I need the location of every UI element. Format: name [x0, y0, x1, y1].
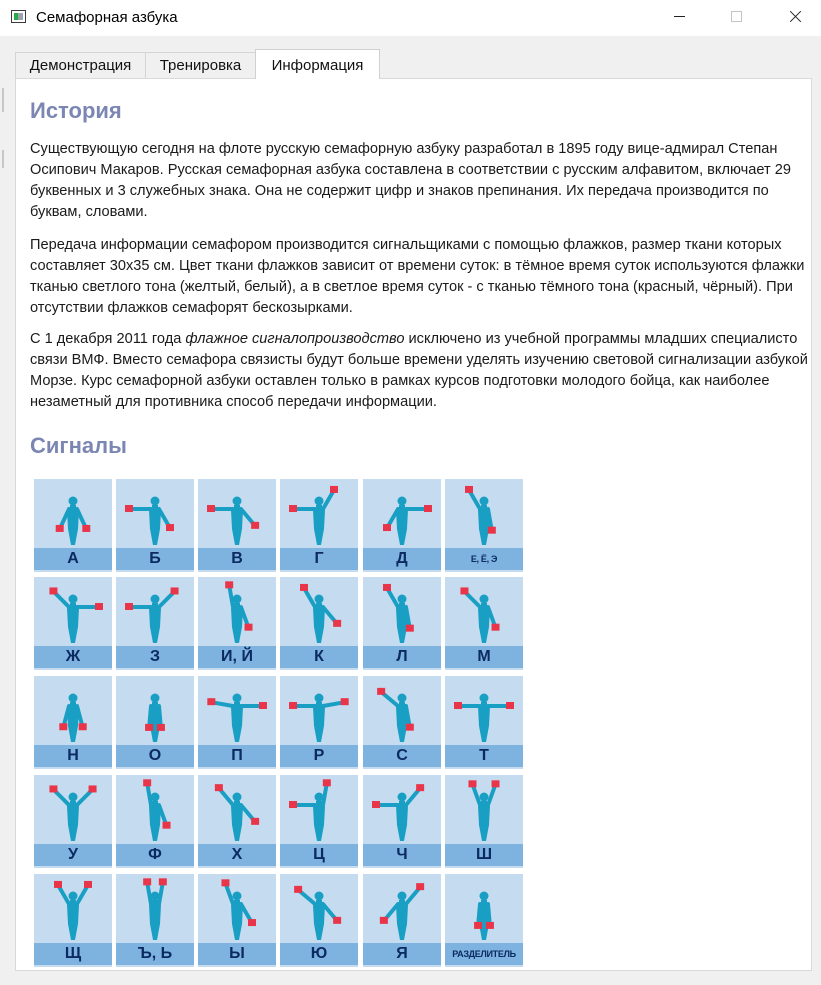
signal-label: Ц — [280, 844, 358, 866]
semaphore-figure-icon — [34, 479, 112, 547]
signal-card[interactable] — [34, 874, 112, 967]
semaphore-figure-icon — [116, 676, 194, 744]
semaphore-figure-icon — [198, 775, 276, 843]
signal-card[interactable] — [445, 479, 523, 572]
title-bar — [0, 0, 821, 36]
semaphore-figure-icon — [363, 775, 441, 843]
semaphore-figure-icon — [445, 577, 523, 645]
semaphore-figure-icon — [34, 775, 112, 843]
history-heading: История — [30, 98, 122, 123]
history-paragraph-2 — [30, 235, 804, 319]
signal-card[interactable] — [116, 479, 194, 572]
tab-training[interactable]: Тренировка — [145, 52, 256, 78]
signal-card[interactable] — [198, 874, 276, 967]
signal-label: Я — [363, 943, 441, 965]
semaphore-figure-icon — [198, 479, 276, 547]
signal-card[interactable] — [280, 775, 358, 868]
text-span: С 1 декабря 2011 года — [30, 331, 186, 347]
signal-label: Р — [280, 745, 358, 767]
signal-label: Е, Ё, Э — [445, 548, 523, 570]
signal-label: П — [198, 745, 276, 767]
text-line: связи ВМФ. Вместо семафора связисты будут больше времени уделять изучению световой сигнализации азбукой — [30, 352, 808, 368]
signal-label: В — [198, 548, 276, 570]
signal-card[interactable] — [116, 577, 194, 670]
signal-label: З — [116, 646, 194, 668]
info-panel — [15, 78, 812, 971]
signal-card[interactable] — [363, 874, 441, 967]
text-line: Осипович Макаров. Русская семафорная азбука составлена в соответствии с русским алфавитом, включает 29 — [30, 162, 791, 178]
signal-card[interactable] — [363, 775, 441, 868]
signal-label: О — [116, 745, 194, 767]
signal-card[interactable] — [34, 577, 112, 670]
semaphore-figure-icon — [198, 577, 276, 645]
tab-information[interactable]: Информация — [255, 49, 380, 79]
signal-label: К — [280, 646, 358, 668]
signal-card[interactable] — [280, 874, 358, 967]
text-line: буквам, словами. — [30, 204, 148, 220]
semaphore-figure-icon — [34, 577, 112, 645]
signal-label: Ш — [445, 844, 523, 866]
history-paragraph-3 — [30, 329, 808, 413]
semaphore-figure-icon — [363, 874, 441, 942]
signal-card[interactable] — [445, 874, 523, 967]
semaphore-figure-icon — [198, 874, 276, 942]
maximize-button[interactable] — [714, 0, 760, 32]
semaphore-figure-icon — [363, 577, 441, 645]
semaphore-figure-icon — [116, 775, 194, 843]
signal-card[interactable] — [34, 775, 112, 868]
tab-demonstration[interactable]: Демонстрация — [15, 52, 146, 78]
signal-card[interactable] — [280, 479, 358, 572]
app-icon — [11, 10, 26, 23]
window-edge-mark — [2, 88, 4, 112]
semaphore-figure-icon — [116, 874, 194, 942]
signal-label: Д — [363, 548, 441, 570]
signal-card[interactable] — [198, 479, 276, 572]
signal-card[interactable] — [198, 775, 276, 868]
signal-card[interactable] — [116, 676, 194, 769]
semaphore-figure-icon — [363, 676, 441, 744]
signal-label: Ф — [116, 844, 194, 866]
semaphore-figure-icon — [445, 479, 523, 547]
signal-card[interactable] — [198, 577, 276, 670]
text-line: буквенных и 3 служебных знака. Она не содержит цифр и знаков препинания. Их передача производится по — [30, 183, 769, 199]
signal-label: У — [34, 844, 112, 866]
signal-label: Щ — [34, 943, 112, 965]
signal-card[interactable] — [363, 577, 441, 670]
signal-card[interactable] — [445, 577, 523, 670]
semaphore-figure-icon — [116, 577, 194, 645]
signal-label: М — [445, 646, 523, 668]
semaphore-figure-icon — [445, 676, 523, 744]
signal-label: Ч — [363, 844, 441, 866]
minimize-button[interactable] — [656, 0, 702, 32]
text-line — [30, 329, 808, 350]
signals-heading: Сигналы — [30, 433, 127, 458]
signal-card[interactable] — [445, 775, 523, 868]
signal-card[interactable] — [280, 676, 358, 769]
italic-term: флажное сигналопроизводство — [185, 331, 405, 347]
signal-card[interactable] — [280, 577, 358, 670]
semaphore-figure-icon — [280, 775, 358, 843]
semaphore-figure-icon — [280, 577, 358, 645]
close-button[interactable] — [772, 0, 818, 32]
signal-label: Ъ, Ь — [116, 943, 194, 965]
text-line: незаметный для противника способ передачи информации. — [30, 394, 437, 410]
signal-label: Х — [198, 844, 276, 866]
history-paragraph-1 — [30, 139, 791, 223]
semaphore-figure-icon — [116, 479, 194, 547]
signal-card[interactable] — [34, 479, 112, 572]
text-line: тканью светлого тона (желтый, белый), а в светлое время суток - с тканью тёмного тона (красный, чёрный). При — [30, 279, 793, 295]
semaphore-figure-icon — [280, 676, 358, 744]
signal-card[interactable] — [34, 676, 112, 769]
signal-label: Ю — [280, 943, 358, 965]
text-line: Существующую сегодня на флоте русскую семафорную азбуку разработал в 1895 году вице-адмирал Степан — [30, 141, 778, 157]
window-title: Семафорная азбука — [36, 9, 178, 26]
signal-card[interactable] — [198, 676, 276, 769]
signal-label: Ж — [34, 646, 112, 668]
signal-label: И, Й — [198, 646, 276, 668]
signal-card[interactable] — [363, 676, 441, 769]
semaphore-figure-icon — [34, 676, 112, 744]
signal-label: РАЗДЕЛИТЕЛЬ — [445, 943, 523, 965]
text-span: исключено из учебной программы младших специалисто — [404, 331, 798, 347]
text-line: отсутствии флажков семафорят бескозырками. — [30, 300, 353, 316]
text-line: Морзе. Курс семафорной азбуки оставлен только в рамках курсов подготовки молодого бойца, как наиболее — [30, 373, 770, 389]
signal-label: Ы — [198, 943, 276, 965]
signal-card[interactable] — [363, 479, 441, 572]
signal-label: А — [34, 548, 112, 570]
semaphore-figure-icon — [34, 874, 112, 942]
signal-card[interactable] — [116, 874, 194, 967]
signal-label: Т — [445, 745, 523, 767]
signal-label: Н — [34, 745, 112, 767]
signal-card[interactable] — [116, 775, 194, 868]
signal-card[interactable] — [445, 676, 523, 769]
semaphore-figure-icon — [363, 479, 441, 547]
signal-label: Г — [280, 548, 358, 570]
signal-label: Б — [116, 548, 194, 570]
signal-label: Л — [363, 646, 441, 668]
semaphore-figure-icon — [445, 775, 523, 843]
semaphore-figure-icon — [198, 676, 276, 744]
semaphore-figure-icon — [280, 479, 358, 547]
text-line: Передача информации семафором производится сигнальщиками с помощью флажков, размер ткани которых — [30, 237, 782, 253]
text-line: составляет 30х35 см. Цвет ткани флажков зависит от времени суток: в тёмное время суток используются флажки — [30, 258, 805, 274]
semaphore-figure-icon — [280, 874, 358, 942]
signal-label: С — [363, 745, 441, 767]
window-edge-mark — [2, 150, 4, 168]
semaphore-figure-icon — [445, 874, 523, 942]
